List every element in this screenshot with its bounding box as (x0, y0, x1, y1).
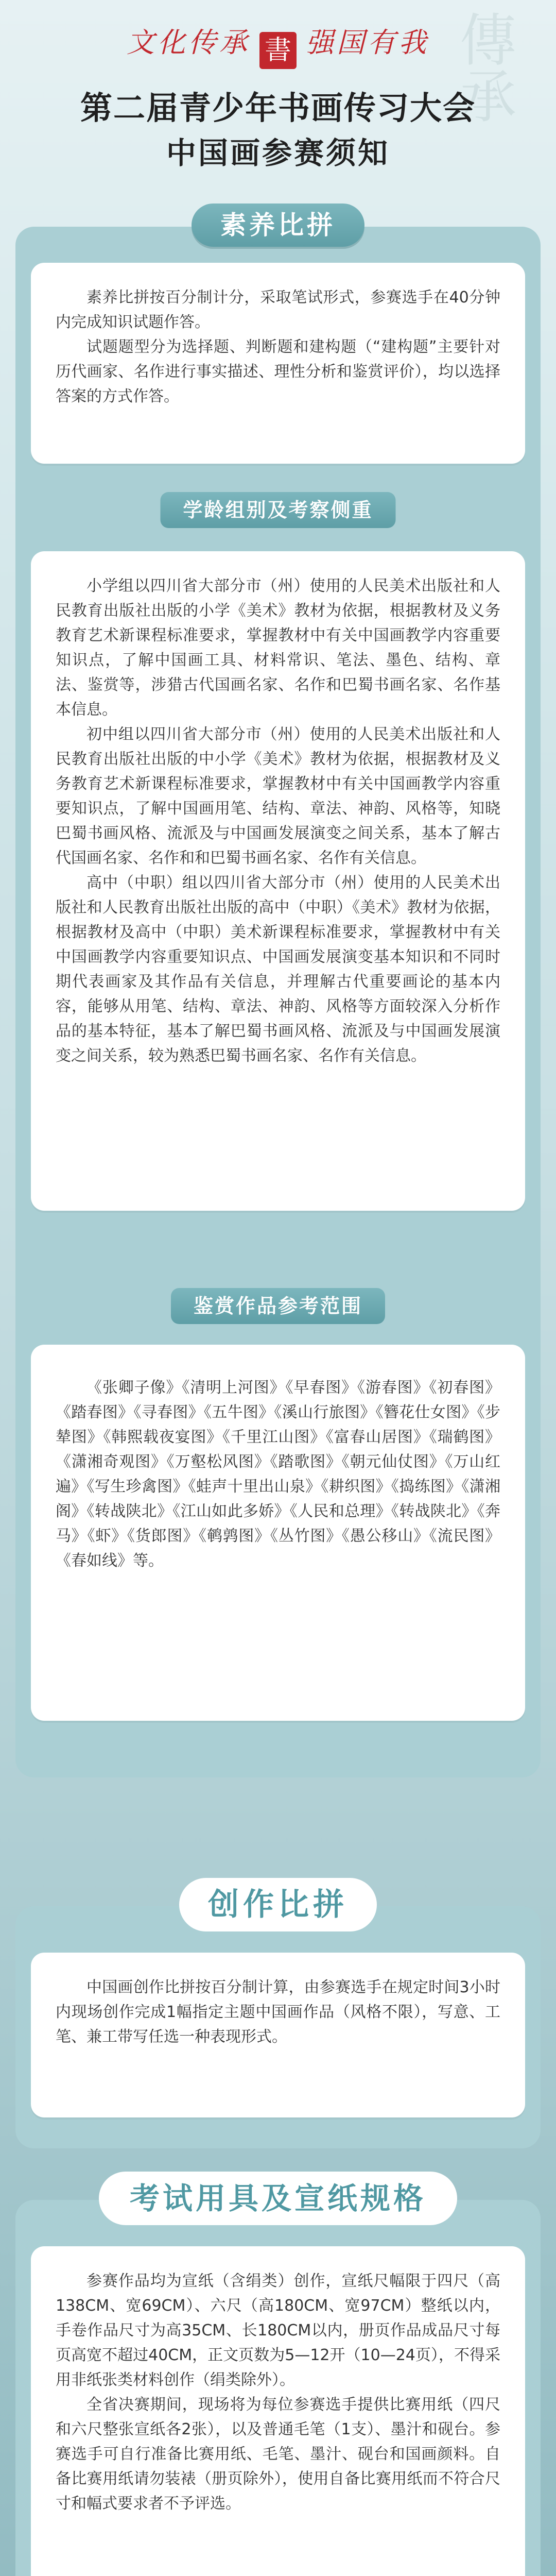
paragraph: 初中组以四川省大部分市（州）使用的人民美术出版社和人民教育出版社出版的中小学《美术》教材为依据，根据教材及义务教育艺术新课程标准要求，掌握教材中有关中国画教学内容重要知识点，了解中国画用笔、结构、章法、神韵、风格等，知晓巴蜀书画风格、流派及与中国画发展演变之间关系，基本了解古代国画名家、名作和和巴蜀书画名家、名作有关信息。 (56, 725, 500, 867)
paragraph: 《张卿子像》《清明上河图》《早春图》《游春图》《初春图》《踏春图》《寻春图》《五牛图》《溪山行旅图》《簪花仕女图》《步辇图》《韩熙载夜宴图》《千里江山图》《富春山居图》《瑞鹤图》《潇湘奇观图》《万壑松风图》《踏歌图》《朝元仙仗图》《万山红遍》《写生珍禽图》《蛙声十里出山泉》《耕织图》《捣练图》《潇湘阁》《转战陕北》《江山如此多娇》《人民和总理》《转战陕北》《奔马》《虾》《货郎图》《鹌鹑图》《丛竹图》《愚公移山》《流民图》《春如线》等。 (56, 1379, 500, 1570)
section-title-create: 创作比拼 (179, 1878, 377, 1931)
paragraph: 参赛作品均为宣纸（含绢类）创作，宣纸尺幅限于四尺（高138CM、宽69CM）、六尺（高180CM、宽97CM）整纸以内，手卷作品尺寸为高35CM、长180CM以内，册页作品成品尺寸每页高宽不超过40CM，正文页数为5—12开（10—24页），不得采用非纸张类材料创作（绢类除外）。 (56, 2272, 500, 2389)
card-create (31, 1953, 525, 2117)
seal-logo: 書 (259, 32, 297, 69)
section-title-suyang: 素养比拼 (192, 204, 364, 247)
page-title: 第二届青少年书画传习大会 (80, 89, 476, 127)
paragraph: 全省决赛期间，现场将为每位参赛选手提供比赛用纸（四尺和六尺整张宣纸各2张），以及普通毛笔（1支）、墨汁和砚台。参赛选手可自行准备比赛用纸、毛笔、墨汁、砚台和国画颜料。自备比赛用纸请勿装裱（册页除外），使用自备比赛用纸而不符合尺寸和幅式要求者不予评选。 (56, 2396, 500, 2513)
section-title-works: 鉴赏作品参考范围 (171, 1288, 385, 1324)
paragraph: 高中（中职）组以四川省大部分市（州）使用的人民美术出版社和人民教育出版社出版的高中（中职）《美术》教材为依据，根据教材及高中（中职）美术新课程标准要求，掌握教材中有关中国画教学内容重要知识点、中国画发展演变基本知识和不同时期代表画家及其作品有关信息，并理解古代重要画论的基本内容，能够从用笔、结构、章法、神韵、风格等方面较深入分析作品的基本特征，基本了解巴蜀书画风格、流派及与中国画发展演变之间关系，较为熟悉巴蜀书画名家、名作有关信息。 (56, 874, 500, 1065)
brand-left: 文化传承 (127, 26, 250, 59)
brand-right: 强国有我 (306, 26, 429, 59)
paragraph: 试题题型分为选择题、判断题和建构题（“建构题”主要针对历代画家、名作进行事实描述、理性分析和鉴赏评价），均以选择答案的方式作答。 (56, 338, 500, 405)
page-header (0, 0, 556, 170)
card-suyang (31, 263, 525, 464)
card-works (31, 1345, 525, 1721)
card-age-groups (31, 551, 525, 1211)
page-subtitle: 中国画参赛须知 (166, 135, 390, 171)
paragraph: 中国画创作比拼按百分制计算，由参赛选手在规定时间3小时内现场创作完成1幅指定主题中国画作品（风格不限），写意、工笔、兼工带写任选一种表现形式。 (56, 1978, 500, 2046)
paragraph: 素养比拼按百分制计分，采取笔试形式，参赛选手在40分钟内完成知识试题作答。 (56, 289, 500, 331)
paragraph: 小学组以四川省大部分市（州）使用的人民美术出版社和人民教育出版社出版的小学《美术》教材为依据，根据教材及义务教育艺术新课程标准要求，掌握教材中有关中国画教学内容重要知识点，了解中国画工具、材料常识、笔法、墨色、结构、章法、鉴赏等，涉猎古代国画名家、名作和巴蜀书画名家、名作基本信息。 (56, 577, 500, 719)
section-title-age-groups: 学龄组别及考察侧重 (160, 492, 395, 528)
section-title-tools: 考试用具及宣纸规格 (99, 2172, 457, 2225)
background-calligraphy: 傳承 (450, 10, 516, 124)
card-tools (31, 2246, 525, 2576)
brand-slogan (0, 21, 556, 69)
